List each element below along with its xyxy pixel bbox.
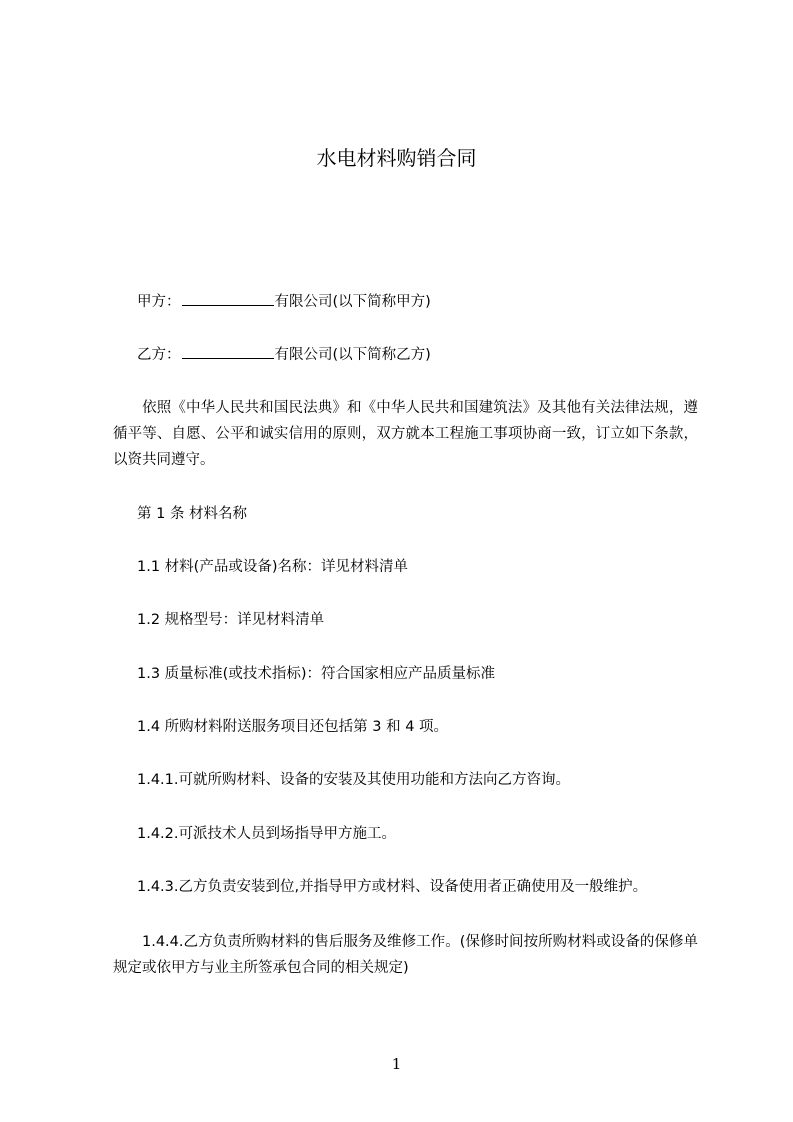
party-b-blank[interactable] bbox=[182, 344, 274, 359]
document-title: 水电材料购销合同 bbox=[316, 146, 477, 170]
clause-1-4-4: 1.4.4.乙方负责所购材料的售后服务及维修工作。(保修时间按所购材料或设备的保修单规定或依甲方与业主所签承包合同的相关规定) bbox=[113, 934, 698, 976]
party-a-line bbox=[137, 291, 431, 312]
party-a-suffix: 有限公司(以下简称甲方) bbox=[274, 294, 431, 310]
clause-1-2: 1.2 规格型号：详见材料清单 bbox=[137, 612, 325, 628]
party-a-blank[interactable] bbox=[182, 291, 274, 306]
clause-heading: 第 1 条 材料名称 bbox=[137, 506, 248, 522]
clause-1-4-2: 1.4.2.可派技术人员到场指导甲方施工。 bbox=[137, 826, 397, 842]
party-a-label: 甲方： bbox=[137, 294, 181, 310]
preamble-paragraph bbox=[113, 395, 698, 473]
preamble-text: 依照《中华人民共和国民法典》和《中华人民共和国建筑法》及其他有关法律法规，遵循平等、自愿、公平和诚实信用的原则，双方就本工程施工事项协商一致，订立如下条款，以资共同遵守。 bbox=[113, 400, 698, 468]
party-b-label: 乙方： bbox=[137, 347, 181, 363]
party-b-suffix: 有限公司(以下简称乙方) bbox=[274, 347, 431, 363]
clause-1-4-1: 1.4.1.可就所购材料、设备的安装及其使用功能和方法向乙方咨询。 bbox=[137, 772, 571, 788]
clause-1-4-4-paragraph bbox=[113, 929, 698, 981]
clause-1-1: 1.1 材料(产品或设备)名称：详见材料清单 bbox=[137, 559, 408, 575]
party-b-line bbox=[137, 344, 431, 365]
clause-1-4-3: 1.4.3.乙方负责安装到位,并指导甲方或材料、设备使用者正确使用及一般维护。 bbox=[137, 879, 648, 895]
clause-1-4: 1.4 所购材料附送服务项目还包括第 3 和 4 项。 bbox=[137, 719, 449, 735]
page-number: 1 bbox=[391, 1055, 402, 1073]
clause-1-3: 1.3 质量标准(或技术指标)：符合国家相应产品质量标准 bbox=[137, 666, 495, 682]
